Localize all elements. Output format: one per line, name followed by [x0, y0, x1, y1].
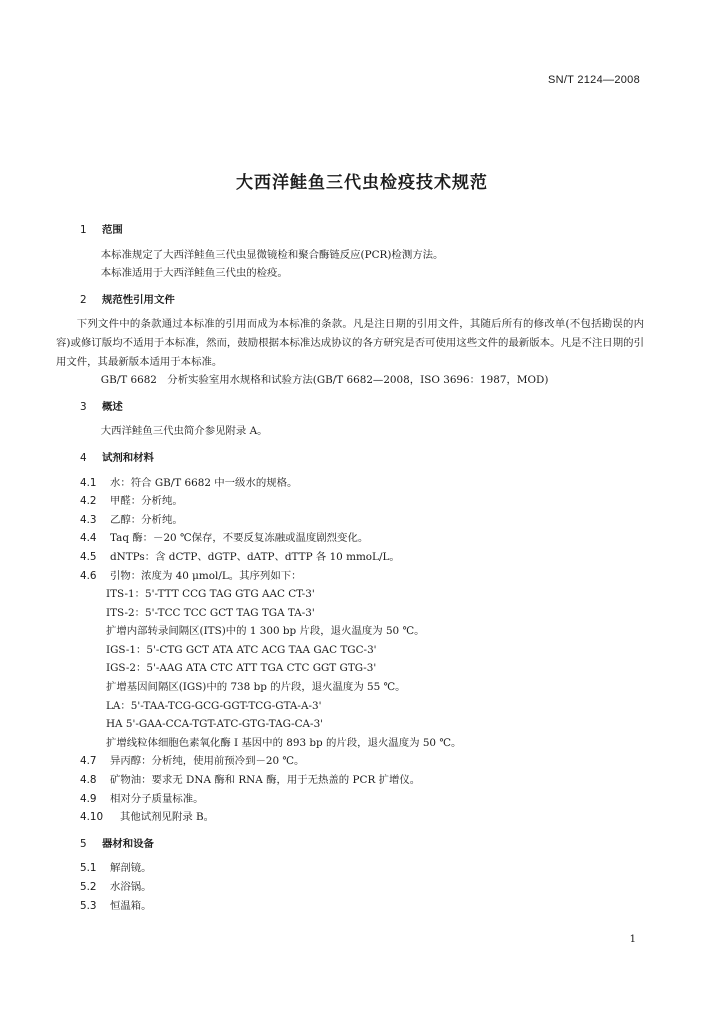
item-number: 4.8 [80, 774, 97, 787]
paragraph: 下列文件中的条款通过本标准的引用而成为本标准的条款。凡是注日期的引用文件，其随后所有的修改单(不包括勘误的内容)或修订版均不适用于本标准，然而，鼓励根据本标准达成协议的各方研究是否可使用这些文件的最新版本。凡是不注日期的引用文件，其最新版本适用于本标准。 [56, 318, 644, 368]
list-item [80, 790, 644, 809]
section-2-heading [80, 291, 644, 310]
section-number: 4 [80, 451, 87, 464]
item-text: 乙醇：分析纯。 [110, 513, 183, 526]
item-number: 5.1 [80, 862, 97, 875]
section-number: 2 [80, 293, 87, 306]
list-item [80, 474, 644, 493]
list-item [80, 529, 644, 548]
list-item [80, 567, 644, 586]
item-text: 水浴锅。 [110, 881, 152, 893]
item-text: 恒温箱。 [110, 899, 152, 912]
item-text: 水：符合 GB/T 6682 中一级水的规格。 [110, 476, 298, 489]
primer-note: 扩增内部转录间隔区(ITS)中的 1 300 bp 片段，退火温度为 50 ℃。 [106, 625, 425, 638]
standard-number: SN/T 2124—2008 [547, 74, 640, 86]
section-number: 5 [80, 837, 87, 850]
primer-line: IGS-2：5'-AAG ATA CTC ATT TGA CTC GGT GTG-3' [106, 662, 377, 675]
item-number: 5.2 [80, 881, 97, 893]
item-number: 4.5 [80, 550, 97, 563]
list-item [80, 808, 644, 827]
item-number: 4.1 [80, 476, 97, 489]
primer-line: IGS-1：5'-CTG GCT ATA ATC ACG TAA GAC TGC-3' [106, 643, 377, 656]
item-text: Taq 酶：－20 ℃保存，不要反复冻融或温度剧烈变化。 [110, 532, 369, 545]
section-title: 器材和设备 [102, 837, 154, 850]
section-number: 1 [80, 224, 87, 236]
list-item [80, 752, 644, 771]
normative-reference: GB/T 6682 分析实验室用水规格和试验方法(GB/T 6682—2008，ISO 3696：1987，MOD) [100, 374, 549, 387]
list-item [80, 771, 644, 790]
item-text: dNTPs：含 dCTP、dGTP、dATP、dTTP 各 10 mmoL/L。 [110, 550, 400, 563]
primer-note: 扩增基因间隔区(IGS)中的 738 bp 的片段，退火温度为 55 ℃。 [106, 681, 406, 694]
primer-line: LA：5'-TAA-TCG-GCG-GGT-TCG-GTA-A-3' [106, 699, 322, 712]
primer-note: 扩增线粒体细胞色素氧化酶 I 基因中的 893 bp 的片段，退火温度为 50 ℃。 [106, 736, 462, 749]
item-number: 4.4 [80, 532, 97, 545]
item-text: 矿物油：要求无 DNA 酶和 RNA 酶，用于无热盖的 PCR 扩增仪。 [110, 774, 421, 787]
section-5-heading [80, 835, 644, 854]
paragraph: 本标准规定了大西洋鲑鱼三代虫显微镜检和聚合酶链反应(PCR)检测方法。 [100, 248, 444, 261]
item-text: 相对分子质量标准。 [110, 792, 204, 805]
section-title: 试剂和材料 [102, 451, 154, 464]
item-number: 4.3 [80, 513, 97, 526]
item-text: 异丙醇：分析纯，使用前预冷到－20 ℃。 [110, 755, 305, 768]
item-number: 4.7 [80, 755, 97, 768]
section-number: 3 [80, 400, 87, 413]
item-number: 4.2 [80, 495, 97, 508]
item-text: 其他试剂见附录 B。 [120, 811, 215, 824]
section-title: 范围 [102, 224, 123, 236]
item-text: 引物：浓度为 40 μmol/L。其序列如下： [110, 569, 302, 582]
list-item [80, 897, 644, 916]
paragraph: 大西洋鲑鱼三代虫简介参见附录 A。 [100, 425, 268, 438]
section-4-heading [80, 449, 644, 468]
page-number: 1 [629, 934, 636, 945]
item-number: 4.10 [80, 811, 104, 824]
primer-line: HA 5'-GAA-CCA-TGT-ATC-GTG-TAG-CA-3' [106, 718, 324, 731]
document-title: 大西洋鲑鱼三代虫检疫技术规范 [236, 173, 488, 193]
item-number: 5.3 [80, 899, 97, 912]
primer-line: ITS-2：5'-TCC TCC GCT TAG TGA TA-3' [106, 606, 315, 619]
list-item [80, 878, 644, 897]
item-text: 甲醛：分析纯。 [110, 495, 183, 508]
paragraph: 本标准适用于大西洋鲑鱼三代虫的检疫。 [100, 267, 288, 280]
list-item [80, 511, 644, 530]
list-item [80, 859, 644, 878]
item-number: 4.6 [80, 569, 97, 582]
primer-line: ITS-1：5'-TTT CCG TAG GTG AAC CT-3' [106, 588, 315, 601]
section-title: 规范性引用文件 [102, 293, 175, 306]
item-text: 解剖镜。 [110, 862, 152, 875]
section-3-heading [80, 398, 644, 417]
section-title: 概述 [102, 400, 123, 413]
section-1-heading [80, 221, 644, 240]
document-body [56, 221, 644, 915]
list-item [80, 492, 644, 511]
item-number: 4.9 [80, 792, 97, 805]
list-item [80, 548, 644, 567]
